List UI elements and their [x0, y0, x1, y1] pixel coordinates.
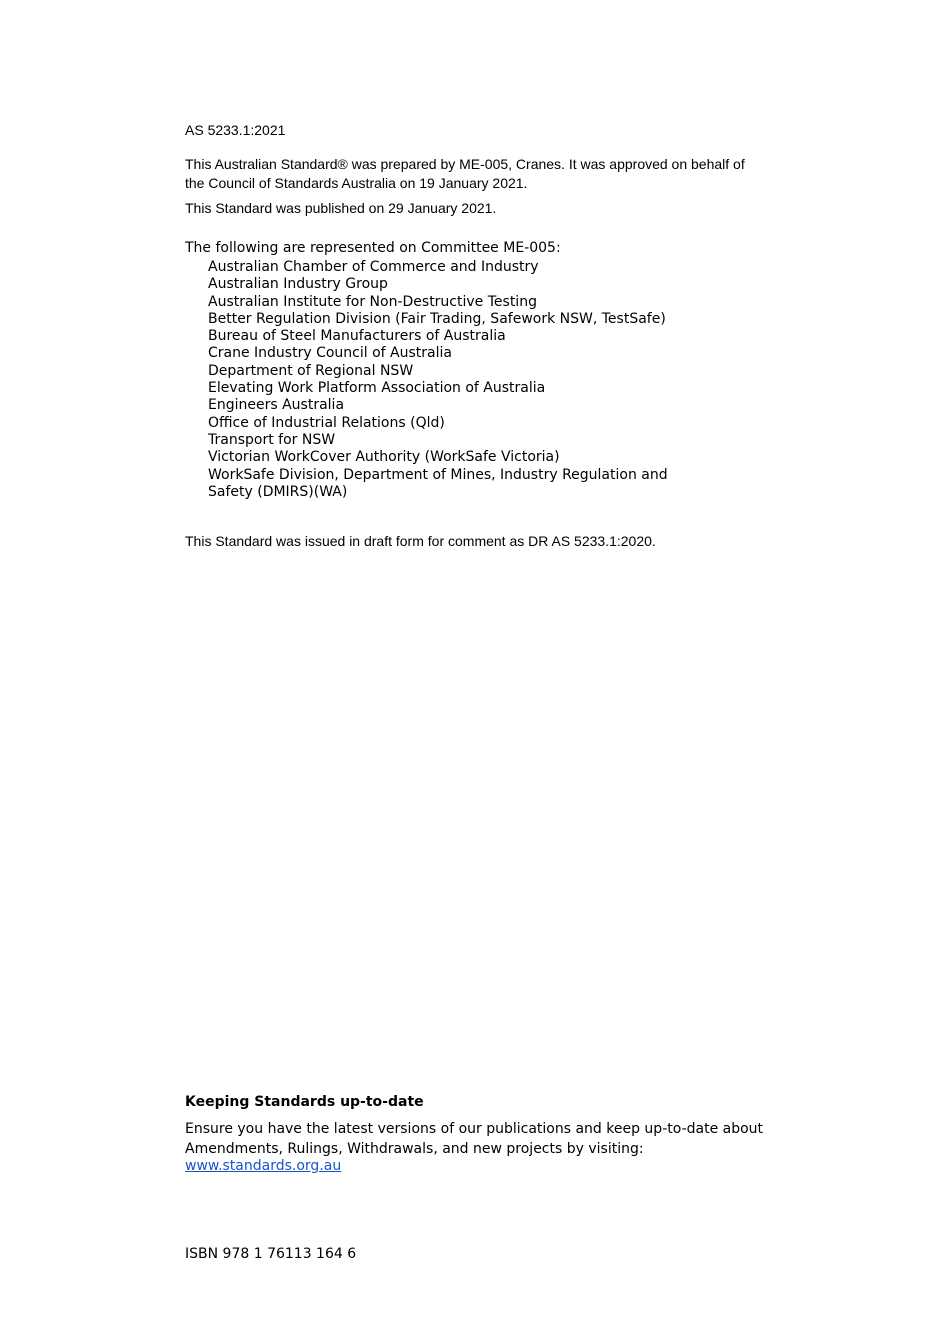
committee-member: Department of Regional NSW — [208, 362, 414, 379]
committee-member: Australian Chamber of Commerce and Industry — [208, 259, 539, 275]
standard-id: AS 5233.1:2021 — [185, 122, 286, 138]
keeping-up-to-date-line-2: Amendments, Rulings, Withdrawals, and new projects by visiting: — [185, 1141, 644, 1157]
committee-member: Safety (DMIRS)(WA) — [208, 483, 348, 500]
keeping-up-to-date-text — [185, 1119, 775, 1159]
committee-member: Victorian WorkCover Authority (WorkSafe Victoria) — [208, 449, 560, 466]
preparation-line-2: the Council of Standards Australia on 19 January 2021. — [185, 175, 528, 191]
committee-member: Office of Industrial Relations (Qld) — [208, 414, 445, 431]
committee-member: Crane Industry Council of Australia — [208, 345, 452, 362]
committee-member: Elevating Work Platform Association of Australia — [208, 380, 546, 397]
committee-member: Bureau of Steel Manufacturers of Australia — [208, 328, 506, 345]
committee-member-list — [208, 259, 668, 501]
preparation-statement — [185, 155, 775, 193]
committee-member: Australian Industry Group — [208, 276, 388, 293]
publication-date: This Standard was published on 29 January 2021. — [185, 200, 497, 216]
keeping-up-to-date-line-1: Ensure you have the latest versions of our publications and keep up-to-date about — [185, 1121, 764, 1137]
isbn: ISBN 978 1 76113 164 6 — [185, 1246, 357, 1262]
standards-website-link[interactable]: www.standards.org.au — [185, 1158, 342, 1174]
committee-member: Transport for NSW — [208, 431, 336, 448]
committee-member: Engineers Australia — [208, 397, 345, 414]
committee-intro: The following are represented on Committee ME-005: — [185, 240, 561, 256]
committee-member: WorkSafe Division, Department of Mines, Industry Regulation and — [208, 466, 668, 483]
committee-member: Australian Institute for Non-Destructive Testing — [208, 293, 537, 310]
committee-member: Better Regulation Division (Fair Trading, Safework NSW, TestSafe) — [208, 310, 666, 327]
draft-note: This Standard was issued in draft form for comment as DR AS 5233.1:2020. — [185, 533, 656, 549]
keeping-up-to-date-heading: Keeping Standards up-to-date — [185, 1094, 424, 1110]
preparation-line-1: This Australian Standard® was prepared by ME-005, Cranes. It was approved on behalf of — [185, 156, 745, 172]
